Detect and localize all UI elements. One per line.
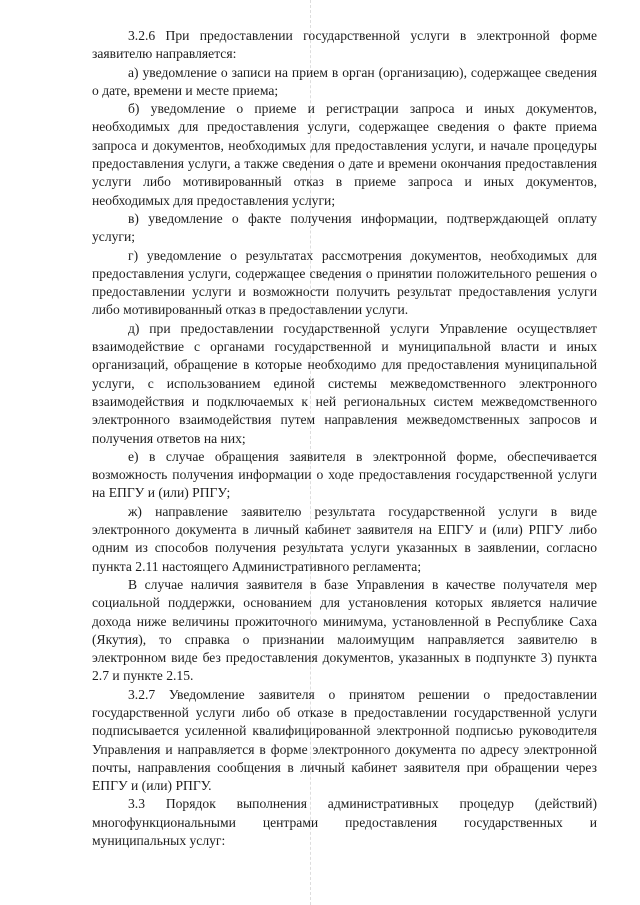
paragraph-g: г) уведомление о результатах рассмотрения документов, необходимых для предоставления услуги, содержащее сведения о принятии положительного решения о предоставлении услуги и возможности получить результат предоставления услуги либо мотивированный отказ в предоставлении услуги. [92, 247, 597, 318]
paragraph-3-2-6: 3.2.6 При предоставлении государственной услуги в электронной форме заявителю направляется: [92, 28, 597, 62]
paragraph-e: е) в случае обращения заявителя в электронной форме, обеспечивается возможность получения информации о ходе предоставления государственной услуги на ЕПГУ и (или) РПГУ; [92, 448, 597, 501]
paragraph-3-2-7: 3.2.7 Уведомление заявителя о принятом решении о предоставлении государственной услуги либо об отказе в предоставлении государственной услуги подписывается усиленной квалифицированной электронной подписью руководителя Управления и направляется в форме электронного документа по адресу электронной почты, направления сообщения в личный кабинет заявителя при обращении через ЕПГУ и (или) РПГУ. [92, 686, 597, 794]
paragraph-a: а) уведомление о записи на прием в орган (организацию), содержащее сведения о дате, времени и месте приема; [92, 64, 597, 98]
paragraph-d: д) при предоставлении государственной услуги Управление осуществляет взаимодействие с органами государственной и муниципальной власти и иных организаций, обращение в которые необходимо для предоставления муниципальной услуги, с использованием единой системы межведомственного электронного взаимодействия и подключаемых к ней региональных систем межведомственного электронного взаимодействия путем направления межведомственных запросов и получения ответов на них; [92, 320, 597, 446]
paragraph-3-3: 3.3 Порядок выполнения административных процедур (действий) многофункциональными центрами предоставления государственных и муниципальных услуг: [92, 796, 597, 849]
paragraph-v: в) уведомление о факте получения информации, подтверждающей оплату услуги; [92, 210, 597, 245]
paragraph-zh: ж) направление заявителю результата государственной услуги в виде электронного документа в личный кабинет заявителя на ЕПГУ и (или) РПГУ либо одним из способов получения результата услуги указанных в заявлении, согласно пункта 2.11 настоящего Административного регламента; [92, 503, 597, 574]
paragraph-low-income: В случае наличия заявителя в базе Управления в качестве получателя мер социальной поддержки, основанием для установления которых является наличие дохода ниже величины прожиточного минимума, установленной в Республике Саха (Якутия), то справка о признании малоимущим направляется заявителю в электронном виде без предоставления документов, указанных в подпункте 3) пункта 2.7 и пункте 2.15. [92, 576, 597, 684]
paragraph-b: б) уведомление о приеме и регистрации запроса и иных документов, необходимых для предоставления услуги, содержащее сведения о факте приема запроса и документов, необходимых для предоставления услуги, и начале процедуры предоставления услуги, а также сведения о дате и времени окончания предоставления услуги либо мотивированный отказ в приеме запроса и иных документов, необходимых для предоставления услуги; [92, 101, 597, 208]
document-body [92, 27, 597, 850]
